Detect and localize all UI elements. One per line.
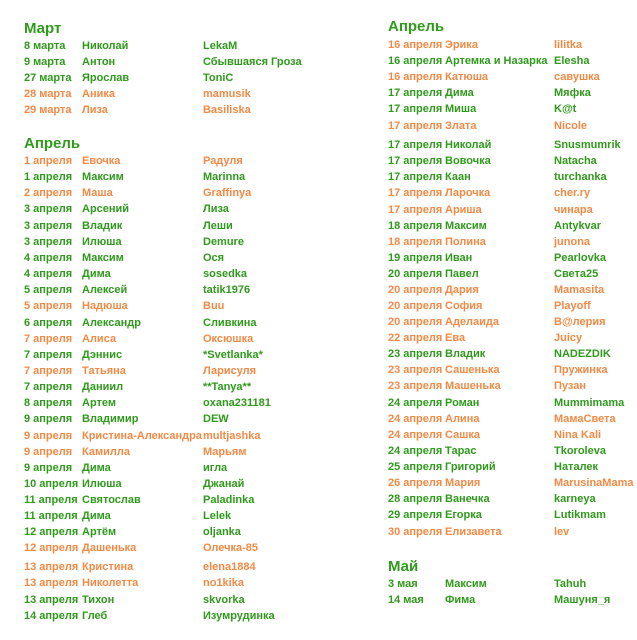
user-nick: Tahuh <box>554 578 587 590</box>
birth-date: 24 апреля <box>388 445 443 457</box>
user-nick: МамаСвета <box>554 413 616 425</box>
list-item <box>364 592 637 608</box>
list-item <box>0 185 320 201</box>
user-nick: Mamasita <box>554 284 605 296</box>
list-item <box>364 346 637 362</box>
list-item <box>0 524 320 540</box>
child-name: Николетта <box>82 577 139 589</box>
child-name: Сашенька <box>445 364 500 376</box>
child-name: Максим <box>445 220 487 232</box>
user-nick: Мяфка <box>554 87 591 99</box>
child-name: Григорий <box>445 461 496 473</box>
list-item <box>364 459 637 475</box>
child-name: Дима <box>82 268 111 280</box>
birth-date: 17 апреля <box>388 139 443 151</box>
user-nick: Nina Kali <box>554 429 602 441</box>
child-name: Артём <box>82 526 117 538</box>
user-nick: Lutikmam <box>554 509 606 521</box>
user-nick: Graffinya <box>203 187 252 199</box>
child-name: Алиса <box>82 333 117 345</box>
list-item <box>0 476 320 492</box>
birth-date: 11 апреля <box>24 510 78 522</box>
list-item <box>0 508 320 524</box>
list-item <box>0 379 320 395</box>
birth-date: 24 апреля <box>388 413 443 425</box>
list-item <box>0 460 320 476</box>
birth-date: 2 апреля <box>24 187 73 199</box>
birth-date: 24 апреля <box>388 429 443 441</box>
list-item <box>0 234 320 250</box>
birth-date: 19 апреля <box>388 252 443 264</box>
birth-date: 20 апреля <box>388 316 443 328</box>
child-name: Владик <box>445 348 486 360</box>
child-name: Максим <box>82 252 124 264</box>
list-item <box>364 118 637 134</box>
list-item <box>0 347 320 363</box>
child-name: Максим <box>445 578 487 590</box>
user-nick: lilitka <box>554 39 583 51</box>
user-nick: Nicole <box>554 120 588 132</box>
user-nick: Машуня_я <box>554 594 611 606</box>
child-name: Машенька <box>445 380 501 392</box>
child-name: Николай <box>82 40 129 52</box>
birth-date: 13 апреля <box>24 577 79 589</box>
birth-date: 17 апреля <box>388 187 443 199</box>
list-item <box>364 37 637 53</box>
child-name: София <box>445 300 483 312</box>
child-name: Николай <box>445 139 492 151</box>
birth-date: 17 апреля <box>388 103 443 115</box>
user-nick: Pearlovka <box>554 252 606 264</box>
birth-date: 16 апреля <box>388 71 443 83</box>
birth-date: 9 апреля <box>24 413 73 425</box>
child-name: Кристина <box>82 561 134 573</box>
user-nick: turchanka <box>554 171 607 183</box>
birth-date: 23 апреля <box>388 364 443 376</box>
child-name: Даниил <box>82 381 124 393</box>
user-nick: Juicy <box>554 332 583 344</box>
user-nick: elena1884 <box>203 561 256 573</box>
user-nick: tatik1976 <box>203 284 251 296</box>
birth-date: 17 апреля <box>388 204 443 216</box>
list-item <box>0 153 320 169</box>
birth-date: 22 апреля <box>388 332 443 344</box>
child-name: Арсений <box>82 203 130 215</box>
birth-date: 14 апреля <box>24 610 79 622</box>
list-item <box>0 38 320 54</box>
user-nick: Elesha <box>554 55 590 67</box>
child-name: Эрика <box>445 39 478 51</box>
list-item <box>0 102 320 118</box>
child-name: Надюша <box>82 300 128 312</box>
child-name: Кристина-Александра <box>82 430 202 442</box>
child-name: Фима <box>445 594 476 606</box>
user-nick: Марьям <box>203 446 247 458</box>
birth-date: 1 апреля <box>24 155 73 167</box>
child-name: Маша <box>82 187 113 199</box>
user-nick: NADEZDIK <box>554 348 611 360</box>
birth-date: 3 мая <box>388 578 418 590</box>
user-nick: савушка <box>554 71 600 83</box>
list-item <box>364 250 637 266</box>
birth-date: 20 апреля <box>388 284 443 296</box>
list-item <box>0 540 320 556</box>
birth-date: 7 апреля <box>24 333 73 345</box>
list-item <box>0 363 320 379</box>
birth-date: 30 апреля <box>388 526 443 538</box>
child-name: Максим <box>82 171 124 183</box>
birth-date: 16 апреля <box>388 39 443 51</box>
child-name: Дима <box>82 510 111 522</box>
child-name: Илюша <box>82 478 122 490</box>
list-item <box>364 427 637 443</box>
list-item <box>364 314 637 330</box>
user-nick: Пружинка <box>554 364 608 376</box>
list-item <box>0 266 320 282</box>
list-item <box>364 101 637 117</box>
birth-date: 23 апреля <box>388 348 443 360</box>
birth-date: 20 апреля <box>388 268 443 280</box>
list-item <box>0 86 320 102</box>
section-title: Март <box>24 20 62 37</box>
child-name: Святослав <box>82 494 141 506</box>
user-nick: skvorka <box>203 594 245 606</box>
child-name: Ярослав <box>82 72 130 84</box>
user-nick: DEW <box>203 413 229 425</box>
birth-date: 9 апреля <box>24 430 73 442</box>
user-nick: Леши <box>203 220 233 232</box>
child-name: Артемка и Назарка <box>445 55 548 67</box>
birth-date: 6 апреля <box>24 317 73 329</box>
user-nick: Пузан <box>554 380 586 392</box>
list-item <box>364 507 637 523</box>
child-name: Антон <box>82 56 116 68</box>
birth-date: 12 апреля <box>24 526 79 538</box>
list-item <box>364 153 637 169</box>
list-item <box>0 298 320 314</box>
user-nick: **Tanya** <box>203 381 252 393</box>
list-item <box>364 185 637 201</box>
list-item <box>0 282 320 298</box>
child-name: Ариша <box>445 204 482 216</box>
list-item <box>364 491 637 507</box>
user-nick: Сбывшаяся Гроза <box>203 56 302 68</box>
list-item <box>364 475 637 491</box>
user-nick: K@t <box>554 103 577 115</box>
user-nick: Наталек <box>554 461 599 473</box>
child-name: Илюша <box>82 236 122 248</box>
user-nick: junona <box>554 236 591 248</box>
birth-date: 5 апреля <box>24 284 73 296</box>
section-title: Апрель <box>24 135 81 152</box>
list-item <box>0 250 320 266</box>
list-item <box>364 411 637 427</box>
child-name: Мария <box>445 477 481 489</box>
birth-date: 13 апреля <box>24 594 79 606</box>
child-name: Тихон <box>82 594 115 606</box>
list-item <box>0 411 320 427</box>
child-name: Павел <box>445 268 479 280</box>
list-item <box>364 395 637 411</box>
child-name: Роман <box>445 397 480 409</box>
birth-date: 7 апреля <box>24 365 73 377</box>
section-title: Май <box>388 558 419 575</box>
list-item <box>0 218 320 234</box>
user-nick: oxana231181 <box>203 397 271 409</box>
child-name: Алина <box>445 413 480 425</box>
child-name: Лиза <box>82 104 108 116</box>
birth-date: 26 апреля <box>388 477 443 489</box>
list-item <box>364 85 637 101</box>
child-name: Ванечка <box>445 493 490 505</box>
list-item <box>0 315 320 331</box>
list-item <box>0 428 320 444</box>
birth-date: 14 мая <box>388 594 424 606</box>
list-item <box>0 575 320 591</box>
user-nick: MarusinaMama <box>554 477 634 489</box>
birth-date: 20 апреля <box>388 300 443 312</box>
user-nick: Изумрудинка <box>203 610 275 622</box>
list-item <box>364 298 637 314</box>
birth-date: 11 апреля <box>24 494 78 506</box>
user-nick: Радуля <box>203 155 243 167</box>
birth-date: 4 апреля <box>24 252 73 264</box>
list-item <box>364 202 637 218</box>
child-name: Дэннис <box>82 349 123 361</box>
user-nick: B@лерия <box>554 316 606 328</box>
list-item <box>364 524 637 540</box>
birth-date: 17 апреля <box>388 120 443 132</box>
child-name: Артем <box>82 397 117 409</box>
birth-date: 16 апреля <box>388 55 443 67</box>
birth-date: 18 апреля <box>388 220 443 232</box>
birth-date: 8 марта <box>24 40 66 52</box>
child-name: Алексей <box>82 284 128 296</box>
birth-date: 25 апреля <box>388 461 443 473</box>
user-nick: Playoff <box>554 300 591 312</box>
user-nick: LekaM <box>203 40 238 52</box>
user-nick: lev <box>554 526 570 538</box>
user-nick: Джанай <box>203 478 245 490</box>
child-name: Елизавета <box>445 526 502 538</box>
birth-date: 3 апреля <box>24 220 73 232</box>
child-name: Егорка <box>445 509 482 521</box>
birth-date: 29 апреля <box>388 509 443 521</box>
child-name: Тарас <box>445 445 477 457</box>
child-name: Полина <box>445 236 486 248</box>
user-nick: чинара <box>554 204 593 216</box>
birth-date: 12 апреля <box>24 542 79 554</box>
user-nick: ToniC <box>203 72 234 84</box>
user-nick: karneya <box>554 493 596 505</box>
list-item <box>364 69 637 85</box>
section-title: Апрель <box>388 18 445 35</box>
child-name: Татьяна <box>82 365 126 377</box>
child-name: Глеб <box>82 610 108 622</box>
birth-date: 28 марта <box>24 88 72 100</box>
list-item <box>364 443 637 459</box>
child-name: Иван <box>445 252 473 264</box>
birth-date: 29 марта <box>24 104 72 116</box>
birth-date: 4 апреля <box>24 268 73 280</box>
list-item <box>364 576 637 592</box>
birth-date: 17 апреля <box>388 155 443 167</box>
list-item <box>364 218 637 234</box>
user-nick: Лиза <box>203 203 229 215</box>
child-name: Дашенька <box>82 542 137 554</box>
birth-date: 7 апреля <box>24 349 73 361</box>
birth-date: 27 марта <box>24 72 72 84</box>
user-nick: Buu <box>203 300 225 312</box>
child-name: Вовочка <box>445 155 491 167</box>
child-name: Евочка <box>82 155 121 167</box>
list-item <box>0 592 320 608</box>
child-name: Владик <box>82 220 123 232</box>
user-nick: Ларисуля <box>203 365 257 377</box>
child-name: Катюша <box>445 71 489 83</box>
list-item <box>364 53 637 69</box>
child-name: Аделаида <box>445 316 500 328</box>
list-item <box>0 559 320 575</box>
list-item <box>0 331 320 347</box>
user-nick: Basiliska <box>203 104 251 116</box>
birth-date: 3 апреля <box>24 236 73 248</box>
list-item <box>0 395 320 411</box>
child-name: Камилла <box>82 446 130 458</box>
user-nick: Света25 <box>554 268 599 280</box>
user-nick: Antykvar <box>554 220 602 232</box>
user-nick: *Svetlanka* <box>203 349 263 361</box>
list-item <box>364 137 637 153</box>
child-name: Александр <box>82 317 141 329</box>
child-name: Владимир <box>82 413 139 425</box>
birth-date: 7 апреля <box>24 381 73 393</box>
list-item <box>0 54 320 70</box>
list-item <box>0 608 320 624</box>
birth-date: 8 апреля <box>24 397 73 409</box>
birth-date: 17 апреля <box>388 87 443 99</box>
user-nick: cher.ry <box>554 187 591 199</box>
child-name: Ларочка <box>445 187 491 199</box>
list-item <box>0 169 320 185</box>
list-item <box>364 362 637 378</box>
child-name: Дима <box>82 462 111 474</box>
list-item <box>364 266 637 282</box>
user-nick: Natacha <box>554 155 597 167</box>
user-nick: oljanka <box>203 526 241 538</box>
birth-date: 1 апреля <box>24 171 73 183</box>
user-nick: Demure <box>203 236 244 248</box>
user-nick: no1kika <box>203 577 244 589</box>
birth-date: 10 апреля <box>24 478 79 490</box>
user-nick: Олечка-85 <box>203 542 259 554</box>
list-item <box>0 70 320 86</box>
user-nick: Lelek <box>203 510 232 522</box>
birth-date: 9 марта <box>24 56 66 68</box>
birth-date: 3 апреля <box>24 203 73 215</box>
list-item <box>0 492 320 508</box>
birth-date: 5 апреля <box>24 300 73 312</box>
child-name: Каан <box>445 171 471 183</box>
child-name: Злата <box>445 120 477 132</box>
user-nick: Marinna <box>203 171 246 183</box>
birth-date: 17 апреля <box>388 171 443 183</box>
list-item <box>364 282 637 298</box>
user-nick: Tkoroleva <box>554 445 606 457</box>
birth-date: 13 апреля <box>24 561 79 573</box>
list-item <box>364 234 637 250</box>
user-nick: Paladinka <box>203 494 255 506</box>
list-item <box>364 169 637 185</box>
birth-date: 28 апреля <box>388 493 443 505</box>
user-nick: Snusmumrik <box>554 139 621 151</box>
user-nick: игла <box>203 462 228 474</box>
user-nick: mamusik <box>203 88 251 100</box>
user-nick: Оксюшка <box>203 333 254 345</box>
list-item <box>0 201 320 217</box>
user-nick: Mummimama <box>554 397 625 409</box>
list-item <box>364 378 637 394</box>
birth-date: 9 апреля <box>24 462 73 474</box>
child-name: Миша <box>445 103 477 115</box>
child-name: Дима <box>445 87 474 99</box>
child-name: Сашка <box>445 429 480 441</box>
list-item <box>0 444 320 460</box>
birth-date: 18 апреля <box>388 236 443 248</box>
birth-date: 9 апреля <box>24 446 73 458</box>
child-name: Ева <box>445 332 466 344</box>
child-name: Дария <box>445 284 479 296</box>
child-name: Аника <box>82 88 115 100</box>
birth-date: 23 апреля <box>388 380 443 392</box>
user-nick: sosedka <box>203 268 248 280</box>
birth-date: 24 апреля <box>388 397 443 409</box>
user-nick: multjashka <box>203 430 261 442</box>
user-nick: Сливкина <box>203 317 257 329</box>
list-item <box>364 330 637 346</box>
user-nick: Ося <box>203 252 225 264</box>
